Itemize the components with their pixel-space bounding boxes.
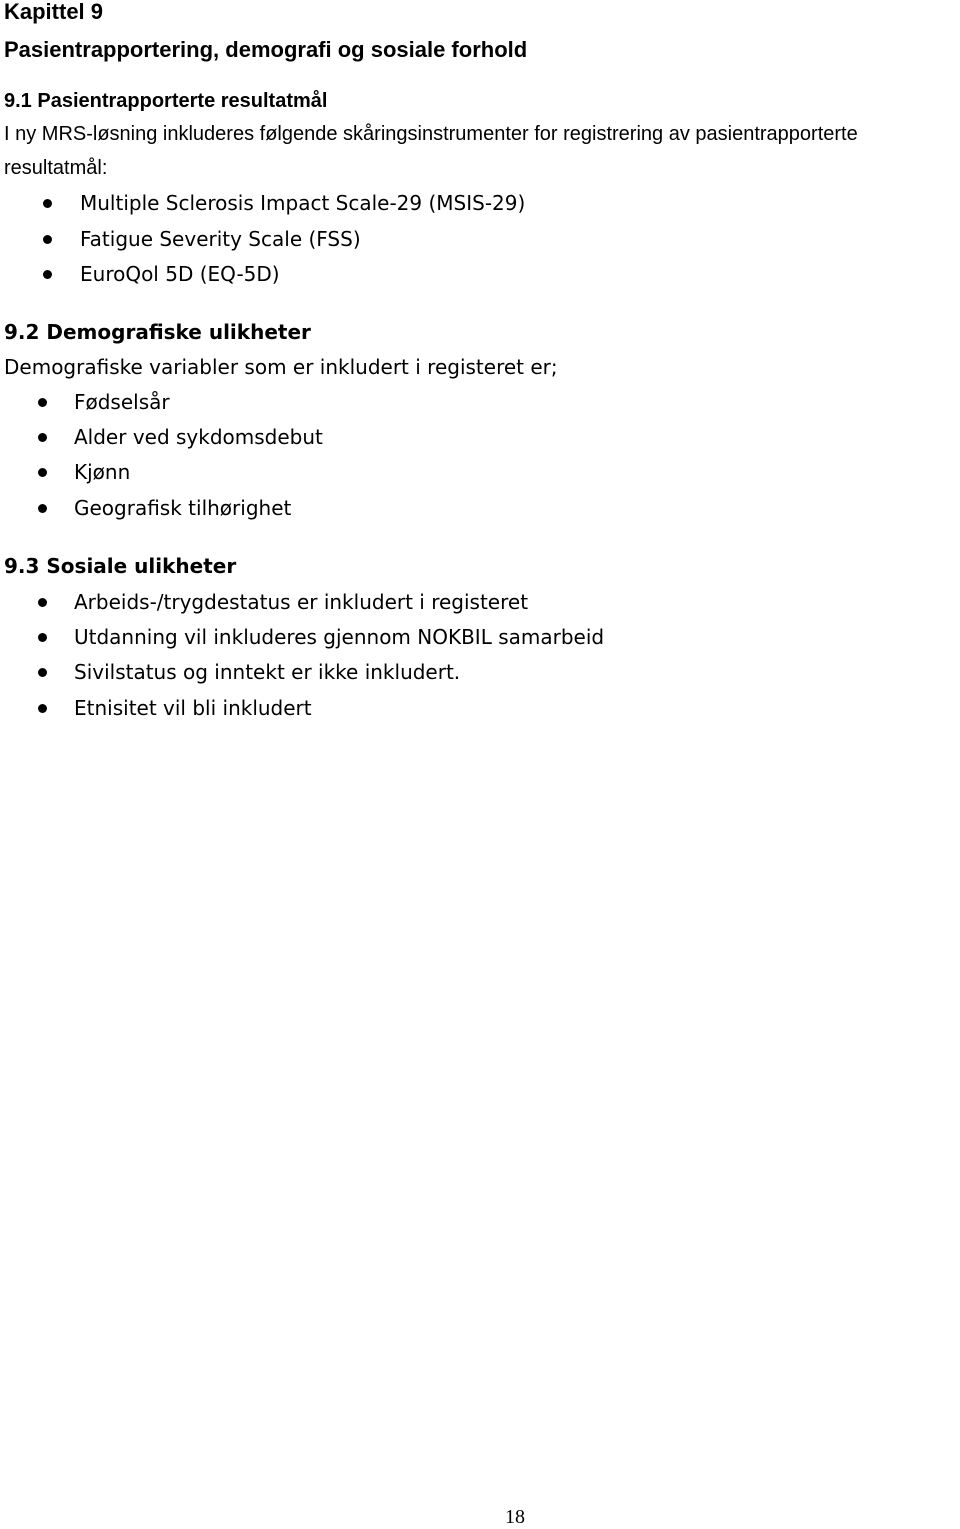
list-item-text: Sivilstatus og inntekt er ikke inkludert. <box>74 660 461 684</box>
bullet-icon <box>38 633 47 642</box>
bullet-icon <box>43 235 52 244</box>
list-item-text: Multiple Sclerosis Impact Scale-29 (MSIS-29) <box>80 191 526 215</box>
list-item-text: EuroQol 5D (EQ-5D) <box>80 262 280 286</box>
bullet-icon <box>38 704 47 713</box>
section-heading-9-1: 9.1 Pasientrapporterte resultatmål <box>4 90 328 112</box>
bullet-icon <box>38 468 47 477</box>
list-item-text: Utdanning vil inkluderes gjennom NOKBIL samarbeid <box>74 625 605 649</box>
list-item-text: Alder ved sykdomsdebut <box>74 425 323 449</box>
list-item-text: Arbeids-/trygdestatus er inkludert i registeret <box>74 590 529 614</box>
list-item-text: Fødselsår <box>74 390 170 414</box>
bullet-icon <box>38 398 47 407</box>
bullet-icon <box>38 598 47 607</box>
page-number: 18 <box>505 1506 525 1528</box>
section-heading-9-3: 9.3 Sosiale ulikheter <box>4 554 237 578</box>
list-item-text: Etnisitet vil bli inkludert <box>74 696 312 720</box>
section-2-intro: Demografiske variabler som er inkludert i registeret er; <box>4 355 558 379</box>
section-1-intro-line-2: resultatmål: <box>4 157 108 179</box>
bullet-icon <box>43 199 52 208</box>
bullet-icon <box>38 504 47 513</box>
list-item-text: Fatigue Severity Scale (FSS) <box>80 227 361 251</box>
bullet-icon <box>38 433 47 442</box>
bullet-icon <box>38 668 47 677</box>
section-1-intro-line-1: I ny MRS-løsning inkluderes følgende skåringsinstrumenter for registrering av pasientrapporterte <box>4 123 858 145</box>
list-item-text: Geografisk tilhørighet <box>74 496 292 520</box>
chapter-title: Pasientrapportering, demografi og sosiale forhold <box>4 37 528 62</box>
bullet-icon <box>43 270 52 279</box>
section-heading-9-2: 9.2 Demografiske ulikheter <box>4 320 311 344</box>
chapter-label: Kapittel 9 <box>4 0 104 24</box>
list-item-text: Kjønn <box>74 460 131 484</box>
